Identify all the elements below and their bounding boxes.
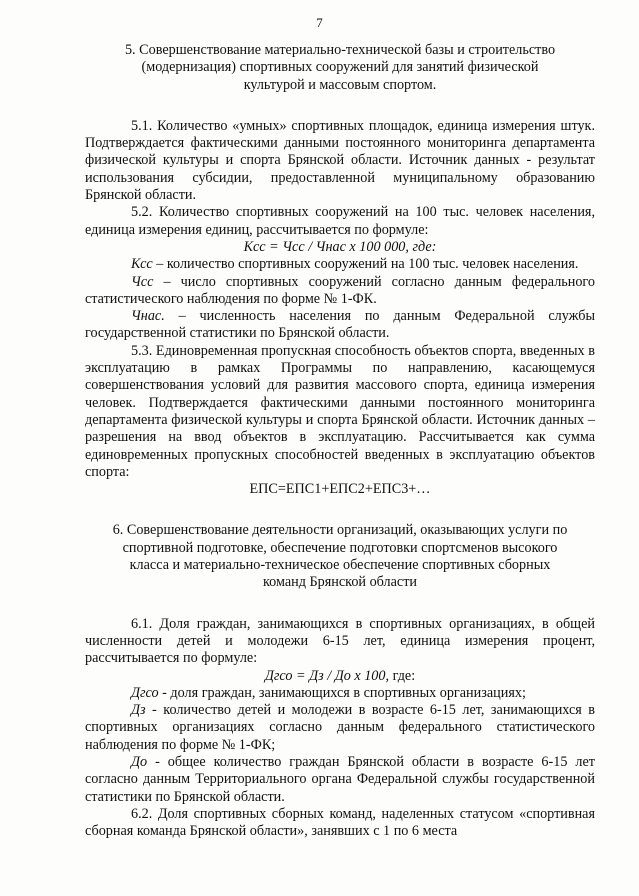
definition-dz — [85, 702, 595, 754]
heading-line: спортивной подготовке, обеспечение подготовки спортсменов высокого — [122, 539, 558, 556]
term-dz: Дз — [131, 702, 146, 719]
page-number: 7 — [316, 15, 323, 30]
definition-do — [85, 754, 595, 806]
heading-line: культурой и массовым спортом. — [243, 76, 437, 93]
heading-line: (модернизация) спортивных сооружений для занятий физической — [141, 59, 539, 76]
definition-chss — [85, 274, 595, 309]
term-kcc: Ксс — [131, 256, 153, 273]
definition-chnas — [85, 308, 595, 343]
heading-line: 6. Совершенствование деятельности организаций, оказывающих услуги по — [112, 522, 568, 539]
definition-kcc — [85, 256, 595, 273]
definition-text: – число спортивных сооружений согласно данным федерального статистического наблюдения по форме № 1-ФК. — [85, 273, 595, 307]
term-chss: Чсс — [131, 273, 154, 290]
formula-kcc: Кcс = Чсс / Чнас х 100 000, где: — [243, 238, 437, 255]
term-do: До — [131, 753, 148, 770]
paragraph-5-3: 5.3. Единовременная пропускная способность объектов спорта, введенных в эксплуатацию в рамках Программы по направлению, касающемуся совершенствования условий для развития массового спорта, единица измерения человек. Подтверждается фактическими данными постоянного мониторинга департамента физической культуры и спорта Брянской области. Источник данных – разрешения на ввод объектов в эксплуатацию. Рассчитывается как сумма единовременных пропускных способностей введенных в эксплуатацию объектов спорта: — [85, 342, 595, 480]
paragraph-6-1: 6.1. Доля граждан, занимающихся в спортивных организациях, в общей численности детей и молодежи 6-15 лет, единица измерения процент, рассчитывается по формуле: — [85, 615, 595, 667]
definition-text: - общее количество граждан Брянской области в возрасте 6-15 лет согласно данным Территориального органа Федеральной службы государственной статистики по Брянской области. — [85, 753, 595, 805]
formula-dgso-expr: Дгсо = Дз / До х 100, — [264, 667, 390, 684]
definition-text: – количество спортивных сооружений на 100 тыс. человек населения. — [152, 256, 579, 273]
paragraph-5-2: 5.2. Количество спортивных сооружений на 100 тыс. человек населения, единица измерения единиц, рассчитывается по формуле: — [85, 204, 595, 238]
definition-dgso — [85, 685, 595, 702]
formula-dgso-tail: где: — [389, 667, 416, 684]
paragraph-5-1: 5.1. Количество «умных» спортивных площадок, единица измерения штук. Подтверждается фактическими данными постоянного мониторинга департамента физической культуры и спорта Брянской области. Источник данных - результат использования субсидии, предоставленной муниципальному образованию Брянской области. — [85, 117, 595, 204]
document-body — [85, 42, 595, 840]
formula-dgso — [85, 668, 595, 685]
heading-line: команд Брянской области — [262, 574, 418, 591]
definition-text: - количество детей и молодежи в возрасте 6-15 лет, занимающихся в спортивных организациях согласно данным федерального статистического наблюдения по форме № 1-ФК; — [85, 702, 595, 753]
term-dgso: Дгсо — [131, 684, 159, 701]
section-5-heading — [85, 42, 595, 94]
definition-text: - доля граждан, занимающихся в спортивных организациях; — [158, 684, 526, 701]
heading-line: 5. Совершенствование материально-технической базы и строительство — [124, 42, 556, 58]
heading-line: класса и материально-техническое обеспечение спортивных сборных — [129, 557, 551, 574]
formula-eps: ЕПС=ЕПС1+ЕПС2+ЕПС3+… — [249, 481, 431, 498]
definition-text: – численность населения по данным Федеральной службы государственной статистики по Брянской области. — [85, 308, 595, 342]
paragraph-6-2: 6.2. Доля спортивных сборных команд, наделенных статусом «спортивная сборная команда Брянской области», занявших с 1 по 6 места — [85, 805, 595, 840]
term-chnas: Чнас. — [131, 308, 165, 325]
section-6-heading — [85, 522, 595, 591]
